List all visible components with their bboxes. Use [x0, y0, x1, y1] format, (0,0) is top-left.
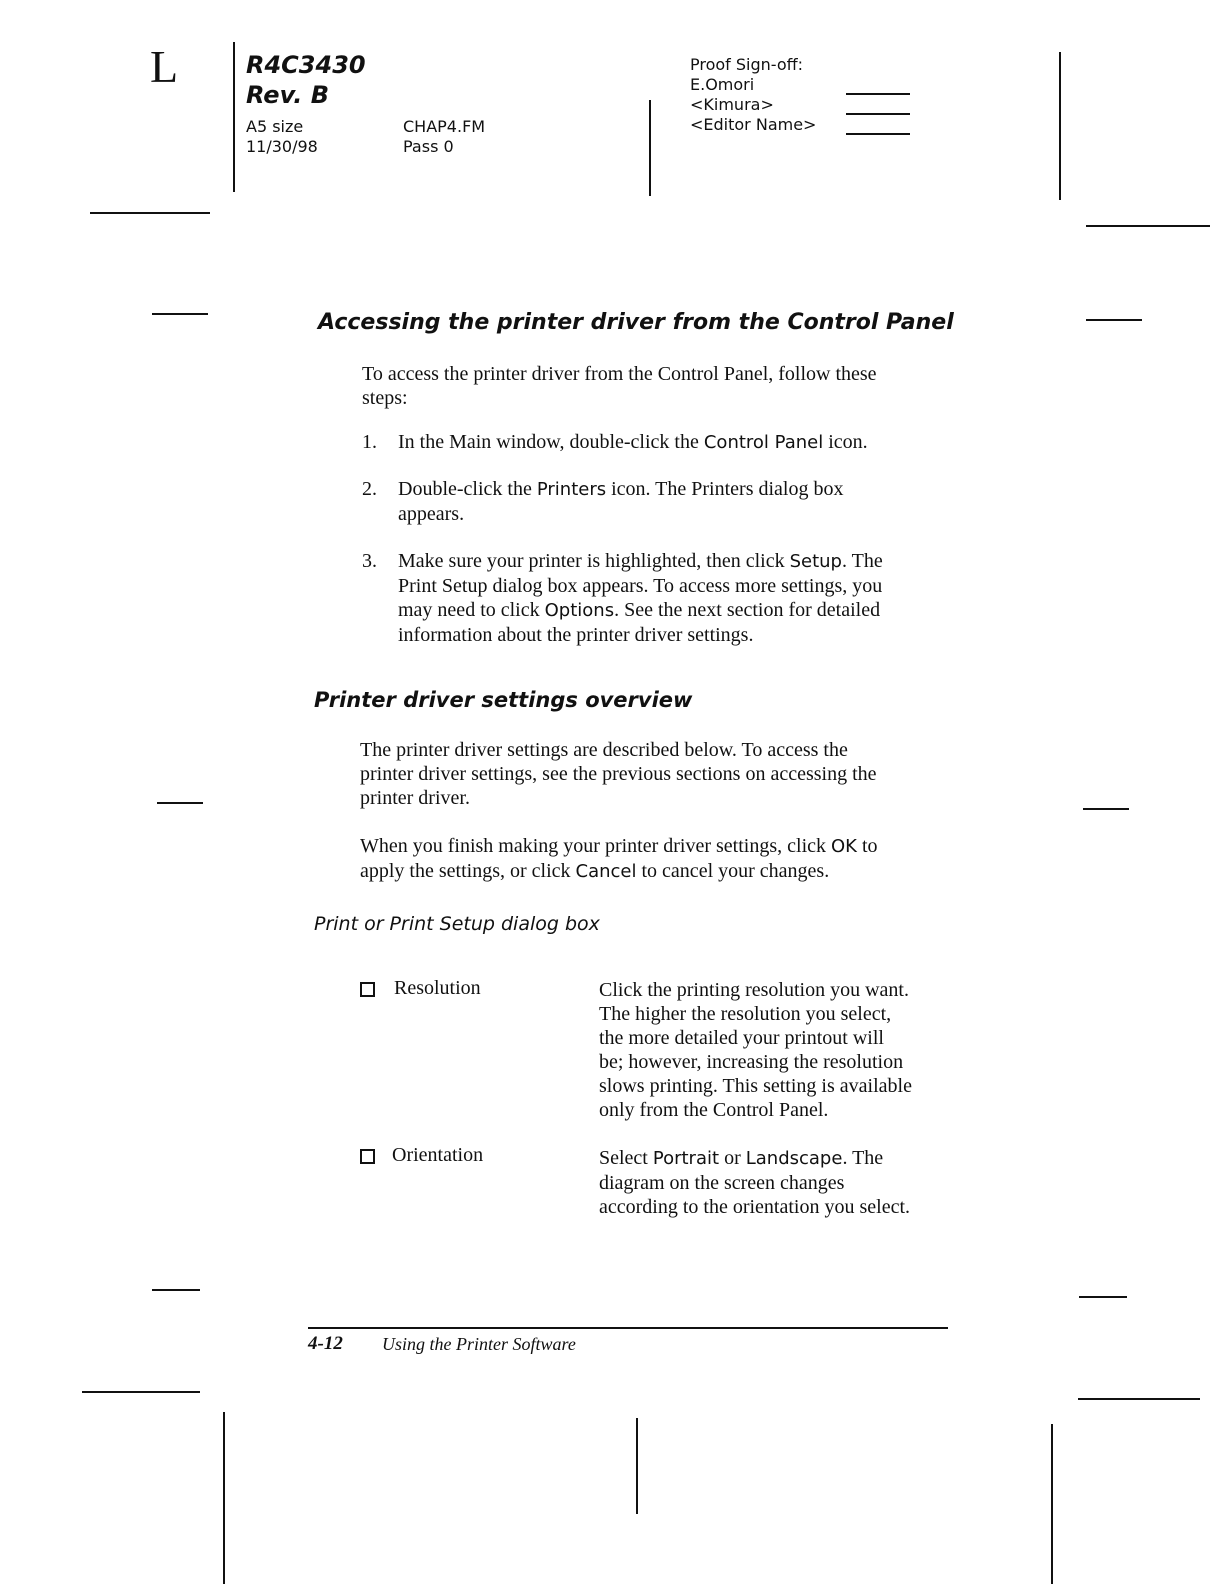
step-number: 3.	[362, 550, 377, 572]
pass-text: Pass 0	[403, 137, 454, 156]
paragraph-line: printer driver settings, see the previous sections on accessing the	[360, 763, 877, 785]
step-line-text: Make sure your printer is highlighted, then click	[398, 550, 790, 572]
step-line	[398, 598, 958, 623]
crop-mark	[157, 802, 203, 804]
checkbox-bullet-icon	[360, 1149, 375, 1164]
section-heading: Accessing the printer driver from the Control Panel	[318, 310, 954, 335]
step-line: appears.	[398, 503, 465, 525]
overview-paragraph	[360, 738, 960, 810]
crop-mark	[1086, 319, 1142, 321]
description-line: the more detailed your printout will	[599, 1027, 884, 1049]
description-line: only from the Control Panel.	[599, 1099, 829, 1121]
signer-3: <Editor Name>	[690, 115, 817, 134]
description-line: according to the orientation you select.	[599, 1196, 911, 1218]
step-text	[398, 430, 958, 455]
crop-mark	[1083, 808, 1129, 810]
ui-term: Control Panel	[703, 432, 824, 453]
crop-mark	[1079, 1296, 1127, 1298]
signoff-line	[846, 133, 910, 135]
step-line: information about the printer driver settings.	[398, 624, 754, 646]
description-text: . The	[842, 1147, 884, 1169]
crop-mark	[223, 1412, 225, 1584]
description-text: Select	[599, 1147, 653, 1169]
paragraph-text: When you finish making your printer driver settings, click	[360, 835, 832, 857]
step-text	[398, 477, 958, 526]
description-line	[599, 1146, 959, 1171]
ui-term: Options	[544, 600, 615, 621]
page-number: 4-12	[308, 1333, 343, 1354]
step-line-text: icon.	[823, 431, 868, 453]
step-line-text: . See the next section for detailed	[614, 599, 881, 621]
chapter-title: Using the Printer Software	[382, 1334, 576, 1354]
description-line: diagram on the screen changes	[599, 1172, 845, 1194]
subsection-heading: Printer driver settings overview	[314, 688, 693, 712]
signer-1: E.Omori	[690, 75, 755, 94]
step-number: 1.	[362, 431, 377, 453]
description-line: Click the printing resolution you want.	[599, 979, 909, 1001]
paragraph-text: to cancel your changes.	[636, 860, 830, 882]
ui-term: Cancel	[575, 861, 637, 882]
setting-description	[599, 978, 959, 1122]
crop-mark	[233, 42, 235, 192]
step-text	[398, 549, 958, 647]
ui-term: Portrait	[652, 1148, 720, 1169]
setting-term: Resolution	[394, 977, 481, 999]
intro-line: To access the printer driver from the Control Panel, follow these	[362, 363, 877, 385]
ui-term: Setup	[789, 551, 842, 572]
signer-2: <Kimura>	[690, 95, 774, 114]
crop-mark	[636, 1418, 638, 1514]
paragraph-text: apply the settings, or click	[360, 860, 576, 882]
ui-term: OK	[831, 836, 857, 857]
finish-paragraph	[360, 834, 960, 884]
setting-description	[599, 1146, 959, 1219]
corner-letter: L	[150, 41, 179, 92]
signoff-line	[846, 93, 910, 95]
crop-mark	[1051, 1424, 1053, 1584]
step-line	[398, 430, 958, 455]
step-line-text: icon. The Printers dialog box	[606, 478, 844, 500]
crop-mark	[152, 1289, 200, 1291]
footer-rule	[308, 1327, 948, 1329]
description-line: be; however, increasing the resolution	[599, 1051, 904, 1073]
paragraph-line	[360, 834, 960, 859]
step-line	[398, 549, 958, 574]
step-line	[398, 477, 958, 502]
dialog-heading: Print or Print Setup dialog box	[314, 913, 600, 935]
doc-code-text: R4C3430	[246, 51, 366, 79]
doc-code	[246, 50, 366, 110]
revision-text: Rev. B	[246, 81, 330, 109]
step-line-text: Double-click the	[398, 478, 537, 500]
crop-mark	[90, 212, 210, 214]
crop-mark	[1086, 225, 1210, 227]
crop-mark	[1059, 52, 1061, 200]
file-text: CHAP4.FM	[403, 117, 486, 136]
description-line: slows printing. This setting is available	[599, 1075, 912, 1097]
intro-line: steps:	[362, 387, 408, 409]
step-line-text: In the Main window, double-click the	[398, 431, 704, 453]
step-line-text: . The	[841, 550, 883, 572]
step-line: Print Setup dialog box appears. To access more settings, you	[398, 575, 883, 597]
step-line-text: may need to click	[398, 599, 545, 621]
crop-mark	[152, 313, 208, 315]
crop-mark	[649, 100, 651, 196]
ui-term: Printers	[536, 479, 607, 500]
signoff-line	[846, 113, 910, 115]
crop-mark	[1078, 1398, 1200, 1400]
proof-label: Proof Sign-off:	[690, 55, 804, 74]
setting-term: Orientation	[392, 1144, 484, 1166]
paragraph-line: The printer driver settings are described below. To access the	[360, 739, 848, 761]
description-text: or	[719, 1147, 746, 1169]
crop-mark	[82, 1391, 200, 1393]
checkbox-bullet-icon	[360, 982, 375, 997]
step-number: 2.	[362, 478, 377, 500]
intro-paragraph	[362, 362, 962, 410]
size-text: A5 size	[246, 117, 304, 136]
paragraph-text: to	[857, 835, 878, 857]
description-line: The higher the resolution you select,	[599, 1003, 892, 1025]
paragraph-line	[360, 859, 960, 884]
date-text: 11/30/98	[246, 137, 318, 156]
ui-term: Landscape	[745, 1148, 843, 1169]
paragraph-line: printer driver.	[360, 787, 470, 809]
